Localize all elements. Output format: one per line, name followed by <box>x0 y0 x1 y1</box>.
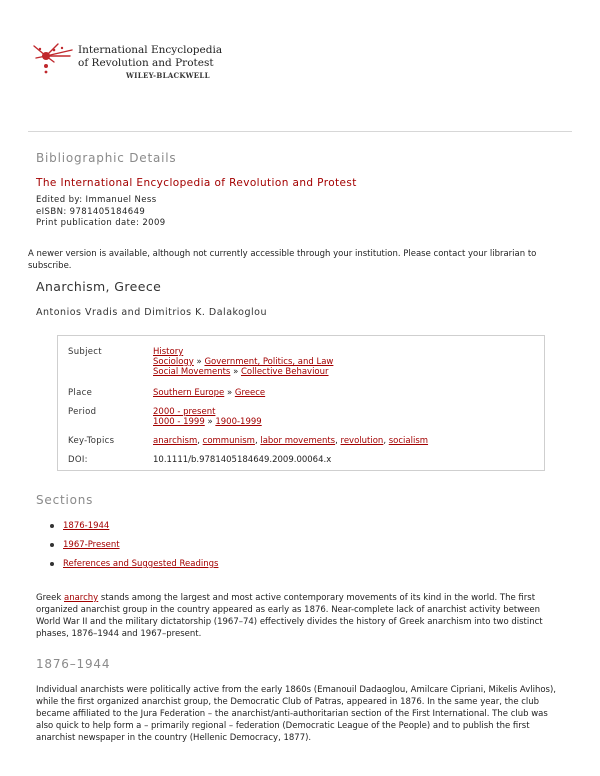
section-heading-1876-1944: 1876–1944 <box>36 657 111 671</box>
keytopic-link[interactable]: socialism <box>388 436 429 446</box>
bibliographic-heading: Bibliographic Details <box>36 151 177 165</box>
list-item <box>50 540 218 559</box>
breadcrumb-separator: » <box>226 388 233 398</box>
keytopics-values <box>153 436 533 446</box>
intro-text-before: Greek <box>36 593 64 603</box>
list-item <box>50 521 218 540</box>
bullet-icon <box>50 543 54 547</box>
comma: , <box>254 436 258 446</box>
place-label: Place <box>68 388 93 398</box>
keytopic-link[interactable]: anarchism <box>153 436 198 446</box>
section-link-1876-1944[interactable]: 1876-1944 <box>63 521 110 531</box>
article-authors: Antonios Vradis and Dimitrios K. Dalakoglou <box>36 307 268 318</box>
subject-link-collective-behaviour[interactable]: Collective Behaviour <box>240 367 329 377</box>
newer-version-notice: A newer version is available, although not currently accessible through your institution. Please contact your librarian to subscribe. <box>28 249 537 271</box>
subject-link-government[interactable]: Government, Politics, and Law <box>204 357 334 367</box>
intro-paragraph <box>36 592 566 640</box>
article-title: Anarchism, Greece <box>36 279 162 294</box>
keytopic-link[interactable]: labor movements <box>260 436 336 446</box>
subject-link-history[interactable]: History <box>153 347 184 357</box>
place-values <box>153 388 533 398</box>
subject-link-sociology[interactable]: Sociology <box>153 357 194 367</box>
section-paragraph: Individual anarchists were politically active from the early 1860s (Emanouil Dadaoglou, Amilcare Cipriani, Mikelis Avlihos), while the first organized anarchist group, the Democratic Club of Patras, appeared in 1876. In the same year, the club became affiliated to the Jura Federation – the anarchist/anti-authoritarian section of the First International. The club was also quick to help form a – primarily regional – federation (Democratic League of the People) and to publish the first anarchist newspaper in the country (Hellenic Democracy, 1877). <box>36 685 556 743</box>
breadcrumb-separator: » <box>233 367 239 377</box>
period-values <box>153 407 533 427</box>
comma: , <box>335 436 338 446</box>
place-link-greece[interactable]: Greece <box>234 388 266 398</box>
logo-title-line-1: International Encyclopedia <box>78 44 223 56</box>
article-details-box <box>57 335 545 471</box>
place-link-southern-europe[interactable]: Southern Europe <box>153 388 225 398</box>
comma: , <box>383 436 387 446</box>
subject-link-social-movements[interactable]: Social Movements <box>153 367 231 377</box>
anarchy-link[interactable]: anarchy <box>63 593 99 603</box>
bibliographic-meta <box>36 195 166 230</box>
period-label: Period <box>68 407 97 417</box>
bullet-icon <box>50 524 54 528</box>
keytopics-label: Key-Topics <box>68 436 115 446</box>
comma: , <box>197 436 200 446</box>
section-link-references[interactable]: References and Suggested Readings <box>63 559 219 569</box>
doi-value: 10.1111/b.9781405184649.2009.00064.x <box>153 455 332 465</box>
keytopic-link[interactable]: revolution <box>340 436 384 446</box>
publisher-name: WILEY-BLACKWELL <box>126 71 210 80</box>
list-item <box>50 559 218 578</box>
breadcrumb-separator: » <box>196 357 202 367</box>
splatter-logo-icon <box>32 42 76 82</box>
doi-label: DOI: <box>68 455 88 465</box>
period-link-1000-1999[interactable]: 1000 - 1999 <box>153 417 205 427</box>
subject-label: Subject <box>68 347 102 357</box>
keytopic-link[interactable]: communism <box>202 436 255 446</box>
logo-title-line-2: of Revolution and Protest <box>78 57 214 69</box>
intro-text-after: stands among the largest and most active contemporary movements of its kind in the world. The first organized anarchist group in the country appeared as early as 1876. Near-complete lack of anarchist activity between World War II and the military dictatorship (1967–74) effectively divides the history of Greek anarchism into two distinct phases, 1876–1944 and 1967–present. <box>36 593 543 639</box>
breadcrumb-separator: » <box>207 417 213 427</box>
print-date: Print publication date: 2009 <box>36 218 166 228</box>
eisbn: eISBN: 9781405184649 <box>36 206 146 217</box>
edited-by: Edited by: Immanuel Ness <box>36 195 157 205</box>
publisher-logo <box>30 42 270 84</box>
period-link-2000-present[interactable]: 2000 - present <box>153 407 216 417</box>
encyclopedia-title-link[interactable]: The International Encyclopedia of Revolution and Protest <box>36 177 357 189</box>
subject-values <box>153 347 533 377</box>
sections-heading: Sections <box>36 493 94 507</box>
section-link-1967-present[interactable]: 1967-Present <box>63 540 120 550</box>
header-divider <box>28 131 572 132</box>
bullet-icon <box>50 562 54 566</box>
period-link-1900-1999[interactable]: 1900-1999 <box>215 417 262 427</box>
sections-list <box>50 521 218 578</box>
